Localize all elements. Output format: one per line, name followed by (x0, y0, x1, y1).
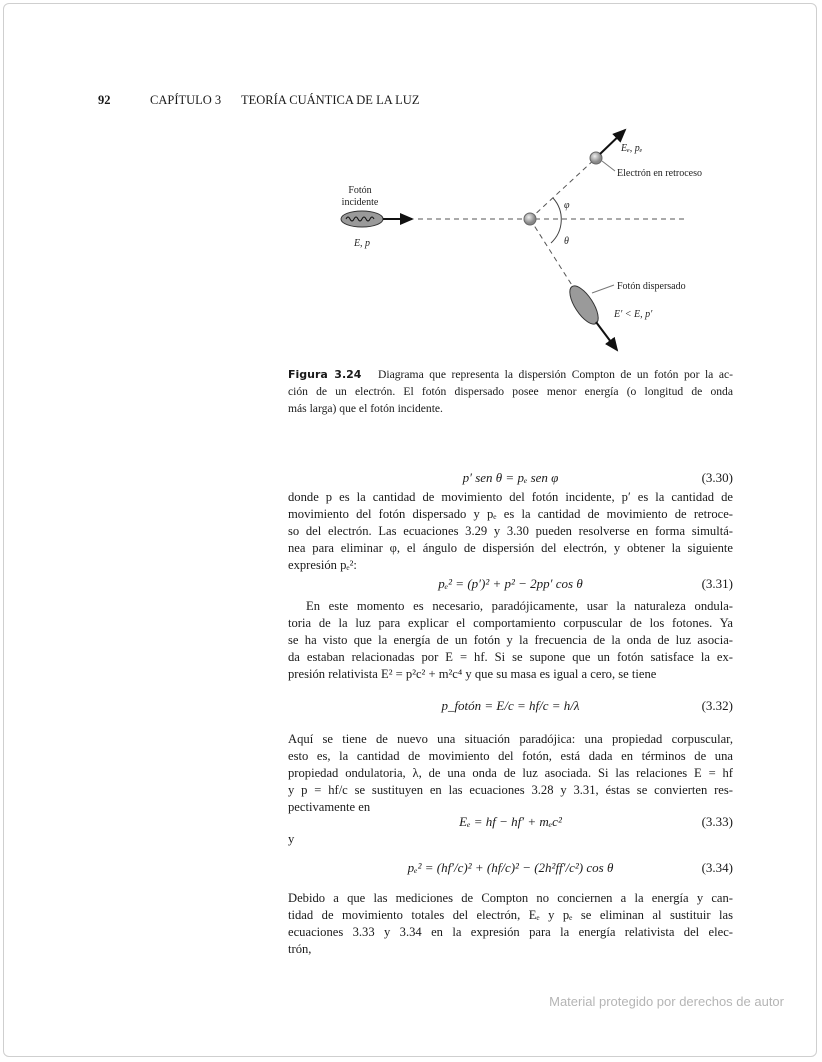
theta-label: θ (564, 236, 569, 247)
scattered-vars: E′ < E, p′ (614, 309, 653, 320)
caption-label: Figura 3.24 (288, 368, 362, 381)
paragraph-1: donde p es la cantidad de movimiento del fotón incidente, p′ es la cantidad de movimiento del fotón dispersado y pₑ es la cantidad de movimiento de retroce- so del electrón. Las ecuaciones 3.29 y 3.30 pueden resolverse en forma simultá- nea para eliminar φ, el ángulo de dispersión del electrón, y obtener la siguiente expresión pₑ²: (288, 490, 733, 572)
scattered-photon-icon (564, 282, 617, 350)
figure-caption: Figura 3.24 Diagrama que representa la dispersión Compton de un fotón por la ac- ción de un electrón. El fotón dispersado posee menor energía (o longitud de onda más larga) que el fotón incidente. (288, 368, 733, 415)
electron-label: Electrón en retroceso (617, 168, 702, 179)
angle-arc (551, 198, 561, 243)
page-number: 92 (98, 93, 111, 107)
incident-vars: E, p (353, 238, 371, 249)
incident-photon-icon (341, 211, 412, 227)
paragraph-3: Aquí se tiene de nuevo una situación paradójica: una propiedad corpuscular, esto es, la cantidad de movimiento del fotón, está dada en términos de una propiedad ondulatoria, λ, de una onda de luz asociada. Si las relaciones E = hf y p = hf/c se sustituyen en las ecuaciones 3.28 y 3.31, éstas se convierten res- pectivamente en (288, 732, 733, 814)
incident-label-2: incidente (341, 197, 379, 208)
incident-label-1: Fotón (348, 185, 372, 196)
scatter-path-dashed (530, 219, 575, 290)
electron-vars: Eₑ, pₑ (621, 143, 643, 154)
equation-3-30: p′ sen θ = pₑ sen φ (3.30) (462, 470, 733, 485)
phi-label: φ (564, 200, 570, 211)
chapter-title: TEORÍA CUÁNTICA DE LA LUZ (241, 93, 420, 107)
chapter-label: CAPÍTULO 3 (150, 93, 222, 107)
equation-3-33: Eₑ = hf − hf′ + mₑc² (3.33) (459, 814, 733, 829)
equation-3-32: p_fotón = E/c = hf/c = h/λ (3.32) (441, 698, 733, 713)
paragraph-4: Debido a que las mediciones de Compton no conciernen a la energía y can- tidad de movimiento totales del electrón, Eₑ y pₑ se eliminan al sustituir las ecuaciones 3.33 y 3.34 en la expresión para la energía relativista del elec- trón, (288, 891, 733, 956)
target-electron-icon (524, 213, 536, 225)
compton-diagram (0, 0, 822, 370)
copyright-watermark: Material protegido por derechos de autor (549, 994, 784, 1009)
connector-y: y (288, 832, 295, 846)
equation-3-34: pₑ² = (hf′/c)² + (hf/c)² − (2h²ff′/c²) cos θ (3.34) (407, 860, 733, 875)
paragraph-2: En este momento es necesario, paradójicamente, usar la naturaleza ondula- toria de la luz para explicar el comportamiento corpuscular de los fotones. Ya se ha visto que la energía de un fotón y la frecuencia de la onda de luz asocia- da estaban relacionadas por E = hf. Si se supone que un fotón satisface la ex- presión relativista E² = p²c² + m²c⁴ y que su masa es igual a cero, se tiene (288, 599, 733, 681)
electron-path-dashed (530, 158, 596, 219)
scattered-label: Fotón dispersado (617, 281, 686, 292)
equation-3-31: pₑ² = (p′)² + p² − 2pp′ cos θ (3.31) (438, 576, 733, 591)
